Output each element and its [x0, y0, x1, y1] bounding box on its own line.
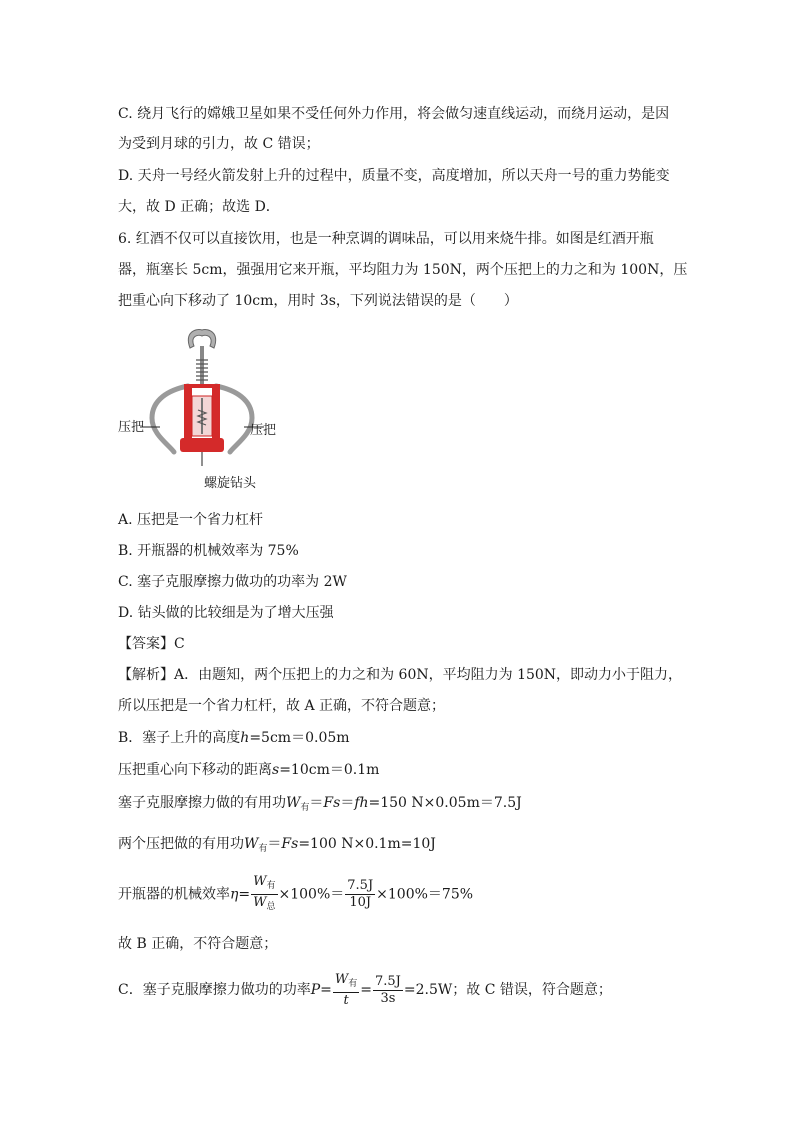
variable-w: W — [244, 836, 259, 852]
text-segment: =10cm＝0.1m — [279, 762, 380, 778]
lever-label-left: 压把 — [118, 420, 145, 435]
option-c: C. 塞子克服摩擦力做功的功率为 2W — [118, 574, 347, 590]
variable-fh: fh — [354, 795, 369, 811]
analysis-line: 故 B 正确，不符合题意； — [118, 936, 278, 952]
option-d: D. 钻头做的比较细是为了增大压强 — [118, 605, 334, 621]
text-segment: C．塞子克服摩擦力做功的功率 — [118, 982, 311, 998]
analysis-c-power — [118, 970, 612, 1010]
variable-p: P — [310, 982, 321, 998]
analysis-b-height — [118, 728, 350, 748]
equals-sign: = — [320, 982, 332, 998]
analysis-line: 所以压把是一个省力杠杆，故 A 正确，不符合题意； — [118, 698, 446, 714]
question-6-line: 把重心向下移动了 10cm，用时 3s，下列说法错误的是（ ） — [118, 293, 518, 309]
question-6-line: 6. 红酒不仅可以直接饮用，也是一种烹调的调味品，可以用来烧牛排。如图是红酒开瓶 — [118, 231, 654, 247]
subscript: 有 — [266, 881, 276, 891]
equals-sign: = — [360, 982, 372, 998]
fraction-numerator: 7.5J — [375, 973, 401, 989]
variable-w: W — [334, 971, 349, 987]
drill-bit-label: 螺旋钻头 — [204, 476, 257, 491]
variable-fs: Fs — [281, 836, 299, 852]
fraction-numerator: 7.5J — [347, 878, 374, 893]
corkscrew-illustration — [118, 326, 288, 476]
answer-line: 【答案】C — [118, 636, 185, 652]
equals-sign: ＝ — [309, 795, 324, 811]
text-segment: =2.5W；故 C 错误，符合题意； — [403, 982, 612, 998]
option-a: A. 压把是一个省力杠杆 — [118, 512, 264, 528]
text-line: D. 天舟一号经火箭发射上升的过程中，质量不变，高度增加，所以天舟一号的重力势能变 — [118, 168, 670, 184]
subscript: 有 — [348, 978, 358, 989]
corkscrew-figure — [118, 326, 288, 498]
lever-label-right: 压把 — [250, 423, 277, 438]
fraction-denominator: 10J — [349, 895, 372, 910]
text-segment: =150 N×0.05m＝7.5J — [368, 795, 522, 811]
text-segment: B．塞子上升的高度 — [118, 730, 241, 746]
text-segment: ×100%＝ — [278, 886, 345, 903]
variable-t: t — [343, 992, 349, 1008]
variable-eta: η — [230, 886, 239, 903]
variable-fs: Fs — [323, 795, 341, 811]
fraction — [333, 972, 359, 1009]
subscript: 有 — [258, 844, 268, 854]
equals-sign: = — [238, 886, 251, 903]
equals-sign: ＝ — [340, 795, 355, 811]
variable-w: W — [253, 874, 267, 889]
fraction — [251, 874, 277, 915]
analysis-b-distance — [118, 760, 379, 780]
fraction — [345, 878, 375, 911]
text-line: C. 绕月飞行的嫦娥卫星如果不受任何外力作用，将会做匀速直线运动，而绕月运动，是因 — [118, 106, 670, 122]
variable-w: W — [286, 795, 301, 811]
text-segment: ×100%＝75% — [376, 886, 474, 903]
subscript: 总 — [266, 902, 276, 912]
variable-h: h — [240, 730, 250, 746]
text-segment: 塞子克服摩擦力做的有用功 — [118, 795, 286, 811]
analysis-b-efficiency — [118, 874, 473, 915]
question-6-line: 器，瓶塞长 5cm，强强用它来开瓶，平均阻力为 150N，两个压把上的力之和为 100N，压 — [118, 262, 688, 278]
analysis-line: 【解析】A．由题知，两个压把上的力之和为 60N，平均阻力为 150N，即动力小于阻力， — [118, 667, 683, 683]
variable-s: s — [272, 762, 280, 778]
text-segment: 压把重心向下移动的距离 — [118, 762, 272, 778]
text-segment: 开瓶器的机械效率 — [118, 886, 230, 903]
fraction-denominator: 3s — [380, 990, 396, 1006]
text-segment: 两个压把做的有用功 — [118, 836, 244, 852]
option-b: B. 开瓶器的机械效率为 75% — [118, 543, 299, 559]
fraction — [373, 974, 403, 1007]
equals-sign: ＝ — [267, 836, 282, 852]
text-line: 为受到月球的引力，故 C 错误； — [118, 136, 320, 152]
text-segment: =5cm＝0.05m — [249, 730, 350, 746]
variable-w: W — [253, 895, 267, 910]
text-segment: =100 N×0.1m=10J — [298, 836, 436, 852]
analysis-b-useful-work — [118, 793, 522, 818]
text-line: 大，故 D 正确；故选 D． — [118, 199, 280, 215]
analysis-b-lever-work — [118, 834, 436, 859]
subscript: 有 — [300, 803, 310, 813]
